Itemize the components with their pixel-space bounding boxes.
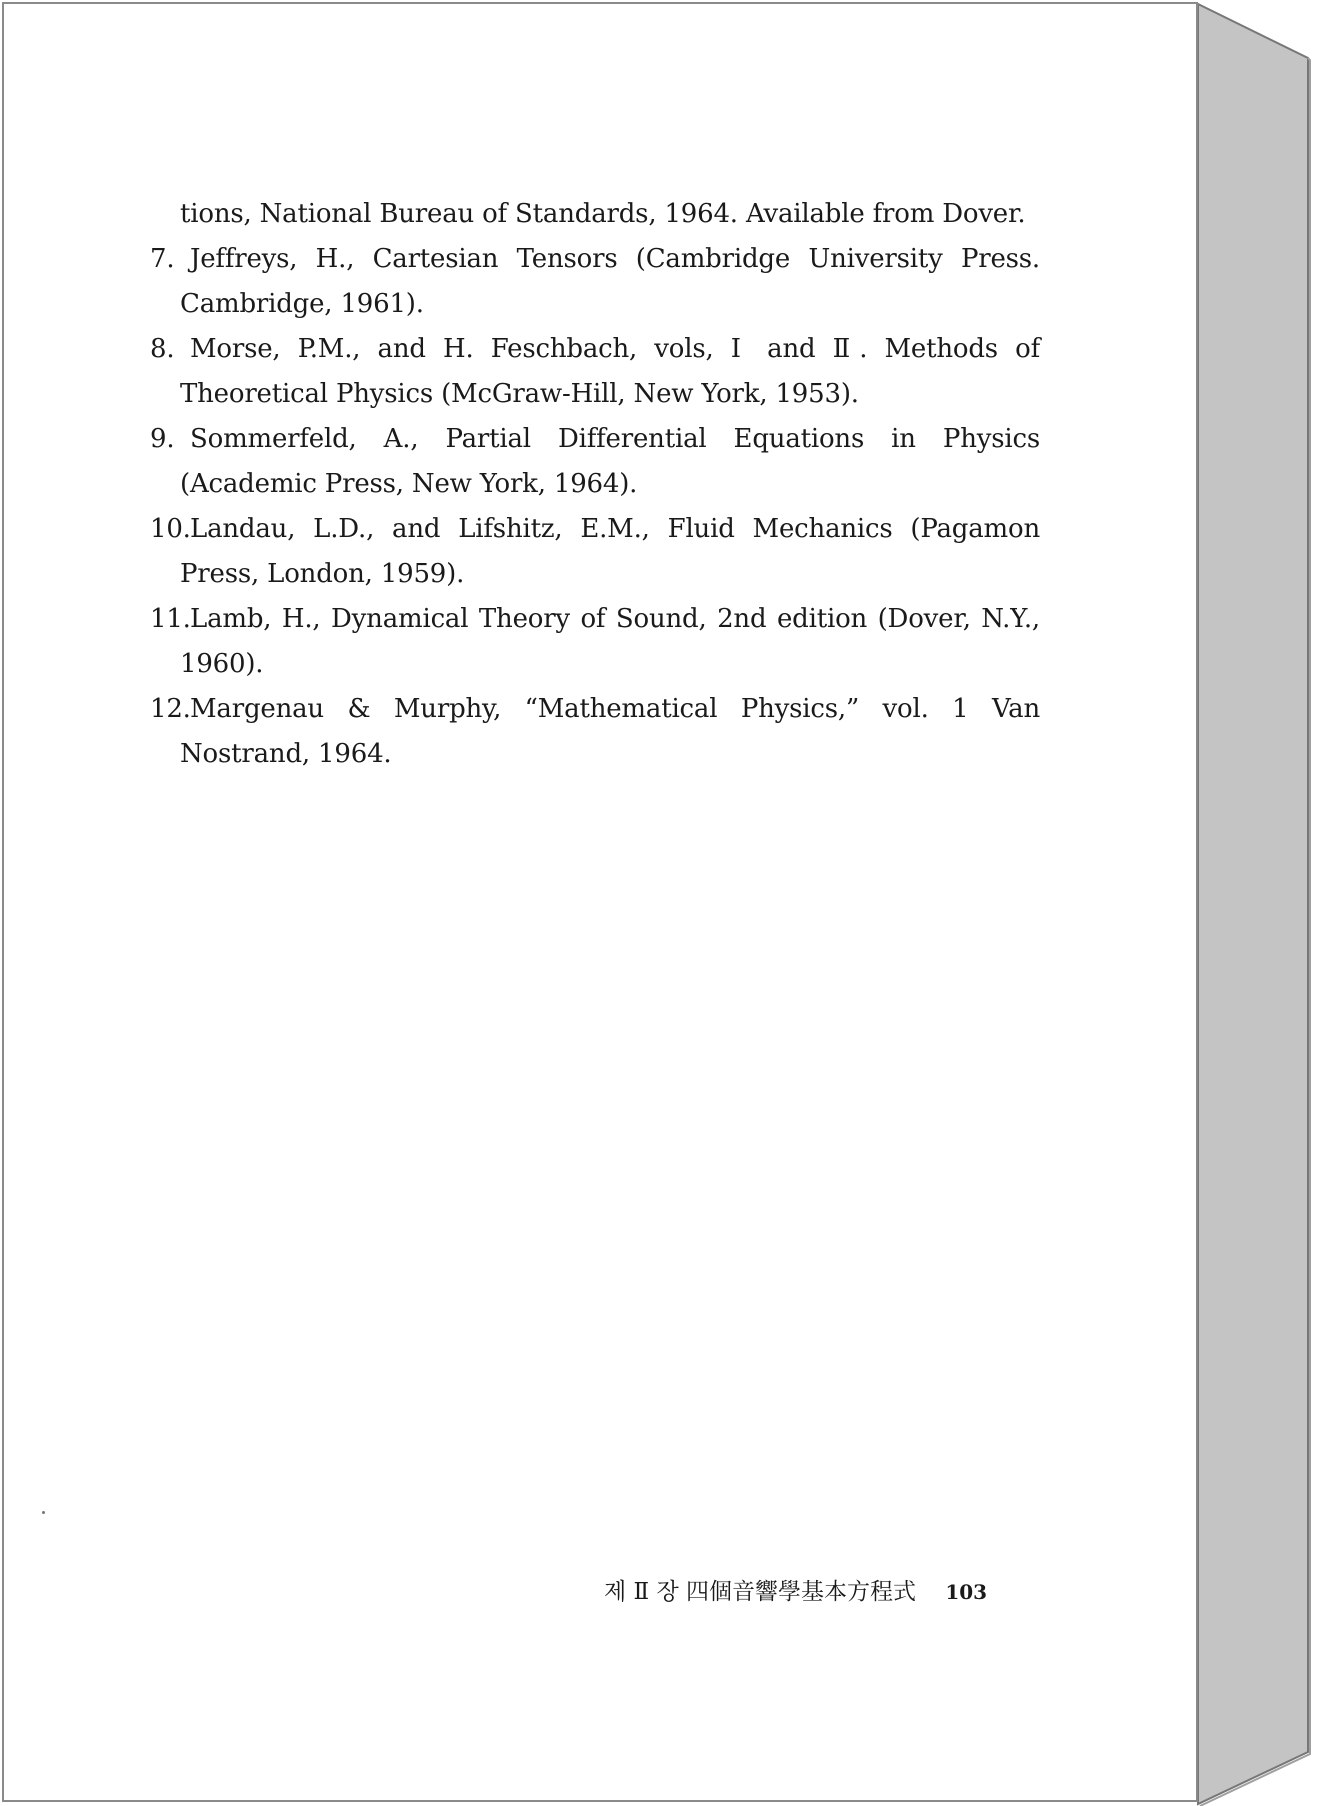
document-page xyxy=(2,2,1198,1802)
chapter-title: 제 Ⅱ 장 四個音響學基本方程式 xyxy=(604,1579,917,1605)
reference-item-10 xyxy=(150,507,1040,597)
reference-number: 11. xyxy=(150,604,191,634)
scan-speck xyxy=(42,1511,45,1514)
reference-number: 8. xyxy=(150,334,175,364)
reference-item-9 xyxy=(150,417,1040,507)
reference-text: Jeffreys, H., Cartesian Tensors (Cambridge University Press. Cambridge, 1961). xyxy=(180,244,1040,319)
reference-item-7 xyxy=(150,237,1040,327)
reference-number: 7. xyxy=(150,244,175,274)
reference-item-continuation xyxy=(150,192,1040,237)
reference-item-8 xyxy=(150,327,1040,417)
reference-number: 10. xyxy=(150,514,191,544)
reference-text: Lamb, H., Dynamical Theory of Sound, 2nd edition (Dover, N.Y., 1960). xyxy=(180,604,1040,679)
reference-text: Sommerfeld, A., Partial Differential Equations in Physics (Academic Press, New York, 1964). xyxy=(180,424,1040,499)
page-number: 103 xyxy=(945,1580,988,1604)
reference-text: Margenau & Murphy, “Mathematical Physics,” vol. 1 Van Nostrand, 1964. xyxy=(180,694,1040,769)
reference-item-12 xyxy=(150,687,1040,777)
reference-number: 9. xyxy=(150,424,175,454)
reference-number: 12. xyxy=(150,694,191,724)
reference-text: tions, National Bureau of Standards, 1964. Available from Dover. xyxy=(180,199,1026,229)
reference-item-11 xyxy=(150,597,1040,687)
book-side-face xyxy=(1198,4,1308,1804)
reference-text: Landau, L.D., and Lifshitz, E.M., Fluid Mechanics (Pagamon Press, London, 1959). xyxy=(180,514,1040,589)
running-footer xyxy=(604,1573,987,1606)
reference-list xyxy=(150,192,1040,777)
reference-text: Morse, P.M., and H. Feschbach, vols, Ⅰ and Ⅱ. Methods of Theoretical Physics (McGraw-Hill, New York, 1953). xyxy=(180,334,1040,409)
